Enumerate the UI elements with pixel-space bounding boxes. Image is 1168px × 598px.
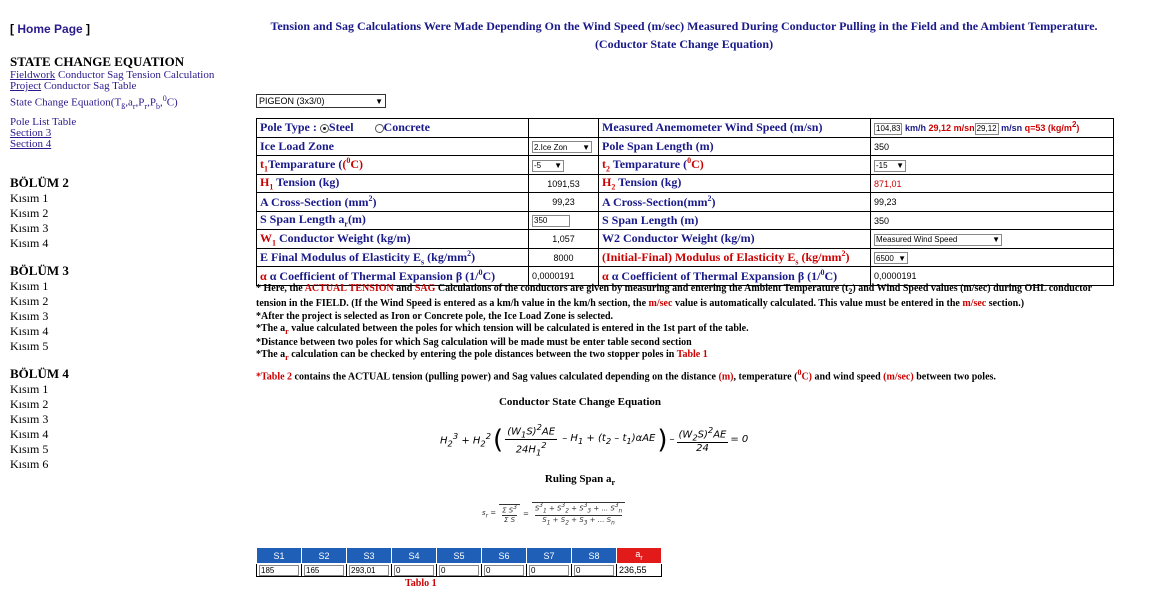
pole-type-cell [257, 119, 529, 138]
state-change-heading: STATE CHANGE EQUATION [10, 54, 185, 69]
span-cell-s1 [257, 564, 302, 577]
table-row [257, 211, 1114, 230]
h1-cell [529, 174, 599, 193]
sidebar-item-kisim-6[interactable]: Kısım 6 [10, 456, 49, 471]
table-row [257, 193, 1114, 212]
group-heading: BÖLÜM 3 [10, 262, 69, 278]
sidebar-item-kisim-1[interactable]: Kısım 1 [10, 381, 49, 396]
chevron-down-icon: ▼ [375, 96, 383, 106]
empty-cell [529, 119, 599, 138]
sidebar-item-kisim-5[interactable]: Kısım 5 [10, 338, 49, 353]
state-change-equation-formula: $H_2^3 + H_2^2$ ( $\frac{(W_1S)^2AE}{24H_1^2}$ – $H_1 + (t_2 - t_1)\alpha AE$ ) – $\frac{(W_2S)^2AE}{24}$ = 0 [440, 422, 749, 458]
a-label-cell: A Cross-Section $(mm^2)$ [257, 193, 529, 212]
span-input-s5[interactable]: 0 [439, 565, 479, 576]
w2-value: Measured Wind Speed [876, 235, 958, 245]
chevron-down-icon: ▼ [898, 253, 906, 263]
span-header-ar: $a_r$ [617, 548, 662, 564]
note-1: * Here, the ACTUAL TENSION and SAG Calculations of the conductors are given by measuring and entering the Ambient Temperature $(t_2)$ and Wind Speed values (m/sec) during OHL conductor tension in the FIELD. (If the Wind Speed is entered as a km/h value in the km/h section, the m/sec value is automatically calculated. This value must be entered in the m/sec section.) [256, 283, 1092, 309]
w2-select[interactable] [874, 234, 1002, 246]
conductor-select-value: PIGEON (3x3/0) [259, 96, 325, 106]
span-header-s1: S1 [257, 548, 302, 564]
span-cell-s5 [437, 564, 482, 577]
sidebar-item-kisim-2[interactable]: Kısım 2 [10, 293, 49, 308]
span-cell-s7 [527, 564, 572, 577]
project-link-word[interactable]: Project [10, 80, 42, 92]
sidebar-item-kisim-4[interactable]: Kısım 4 [10, 323, 49, 338]
chevron-down-icon: ▼ [896, 161, 904, 171]
span-table [256, 547, 662, 577]
span-value-row [257, 564, 662, 577]
pole-type-label: Pole Type : [260, 120, 317, 135]
page-title [255, 17, 1113, 53]
group-heading: BÖLÜM 4 [10, 365, 69, 381]
ice-zone-select[interactable] [532, 141, 592, 153]
span-input-s6[interactable]: 0 [484, 565, 524, 576]
a2-value: 99,23 [874, 197, 897, 208]
span-cell-s3 [347, 564, 392, 577]
table-1-caption: Tablo 1 [405, 578, 437, 589]
t2-label: Temparature ( [612, 157, 688, 172]
pole-span-label: Pole Span Length (m) [599, 137, 871, 156]
h2-label-cell: $H_2$ Tension (kg) [599, 174, 871, 193]
e-value: 8000 [553, 252, 574, 263]
span-input-s2[interactable]: 165 [304, 565, 344, 576]
s2-cell [871, 211, 1114, 230]
span-input-s4[interactable]: 0 [394, 565, 434, 576]
span-header-s3: S3 [347, 548, 392, 564]
home-bracket-close: ] [82, 22, 91, 36]
e2-value: 6500 [876, 253, 894, 263]
steel-radio[interactable] [320, 124, 329, 133]
home-bracket-open: [ [10, 22, 18, 36]
fieldwork-link-rest[interactable]: Conductor Sag Tension Calculation [55, 69, 215, 81]
notes-block [256, 283, 1096, 385]
span-header-s7: S7 [527, 548, 572, 564]
w2-cell [871, 230, 1114, 249]
a2-label: A Cross-Section(mm [602, 194, 708, 209]
chevron-down-icon: ▼ [992, 235, 1000, 245]
wind-ms-unit: m/sn [953, 123, 975, 134]
w1-label: Conductor Weight (kg/m) [279, 230, 411, 245]
s-cell [529, 211, 599, 230]
ice-zone-value: 2.Ice Zon [534, 142, 568, 152]
a2-label-cell: A Cross-$Section(mm^2)$ [599, 193, 871, 212]
note-3: *The $a_r$ value calculated between the poles for which tension will be calculated is entered in the 1st part of the table. [256, 322, 749, 336]
sidebar-item-kisim-3[interactable]: Kısım 3 [10, 308, 49, 323]
table-row [257, 248, 1114, 267]
fieldwork-link-word[interactable]: Fieldwork [10, 69, 56, 81]
span-cell-s8 [572, 564, 617, 577]
alpha-label-cell: α α Coefficient of Thermal Expansion β (1/$^0$C) [257, 267, 529, 286]
e2-label-cell: (Initial-Final) Modulus of Elasticity $E_s$ $(kg/mm^2)$ [599, 248, 871, 267]
w1-cell [529, 230, 599, 249]
e-cell [529, 248, 599, 267]
section-3-link[interactable]: Section 3 [10, 126, 52, 139]
alpha2-value: 0,0000191 [874, 271, 917, 282]
span-input-s3[interactable]: 293,01 [349, 565, 389, 576]
wind-speed-cell: 104,83 km/h 29,12 m/sn 29,12 m/sn q=53 (kg/m2) [871, 119, 1114, 138]
span-header-s8: S8 [572, 548, 617, 564]
span-input-s8[interactable]: 0 [574, 565, 614, 576]
table-row [257, 119, 1114, 138]
home-page-link[interactable] [10, 22, 250, 36]
sidebar-groups [10, 176, 250, 472]
wind-ms-input[interactable]: 29,12 [976, 124, 997, 134]
sidebar-item-kisim-1[interactable]: Kısım 1 [10, 278, 49, 293]
pole-list-table-link[interactable]: Pole List Table [10, 115, 77, 128]
note-2: *After the project is selected as Iron or Concrete pole, the Ice Load Zone is selected. [256, 311, 614, 322]
project-link-rest[interactable]: Conductor Sag Table [41, 80, 137, 92]
chevron-down-icon: ▼ [554, 161, 562, 171]
sidebar-item-kisim-2[interactable]: Kısım 2 [10, 205, 49, 220]
span-header-row [257, 548, 662, 564]
span-input-s7[interactable]: 0 [529, 565, 569, 576]
title-line-2: (Coductor State Change Equation) [594, 37, 774, 51]
calculation-table [256, 118, 1114, 286]
span-header-s2: S2 [302, 548, 347, 564]
concrete-label: Concrete [383, 120, 430, 135]
e-label-cell: E Final Modulus of Elasticity $E_s$ $(kg/mm^2)$ [257, 248, 529, 267]
table-row [257, 174, 1114, 193]
group-heading: BÖLÜM 2 [10, 174, 69, 190]
pole-span-value[interactable]: 350 [874, 141, 890, 152]
ice-zone-cell [529, 137, 599, 156]
e2-cell [871, 248, 1114, 267]
project-sag-table-link[interactable] [10, 81, 250, 92]
t1-label-cell: $t_1Temparature$ (($^0$C) [257, 156, 529, 175]
table-row [257, 230, 1114, 249]
state-change-link-text[interactable]: State Change Equation(T [10, 96, 122, 109]
ruling-span-result: 236,55 [617, 564, 662, 577]
pole-span-cell [871, 137, 1114, 156]
t2-label-cell: $t_2$ Temparature ($^0$C) [599, 156, 871, 175]
t2-value: -15 [876, 161, 888, 171]
w1-label-cell: $W_1$ Conductor Weight (kg/m) [257, 230, 529, 249]
t2-select[interactable] [874, 160, 906, 172]
w2-label: W2 Conductor Weight (kg/m) [599, 230, 871, 249]
h2-label: Tension (kg) [618, 175, 682, 190]
e2-select[interactable] [874, 252, 908, 264]
table-row [257, 156, 1114, 175]
e-label: E Final Modulus of Elasticity E [260, 249, 422, 264]
t1-select[interactable] [532, 160, 564, 172]
wind-kmh-input[interactable]: 104,83 [876, 124, 901, 134]
chevron-down-icon: ▼ [582, 142, 590, 152]
s2-label: S Span Length (m) [599, 211, 871, 230]
conductor-select[interactable] [256, 94, 386, 108]
sidebar-item-kisim-4[interactable]: Kısım 4 [10, 426, 49, 441]
note-6: *Table 2 contains the ACTUAL tension (pulling power) and Sag values calculated depending on the distance (m), temperature ($^0$C) and wind speed (m/sec) between two poles. [256, 368, 996, 383]
s-input[interactable]: 350 [532, 215, 570, 227]
home-link-text[interactable]: Home Page [17, 22, 83, 36]
wind-ms-computed: 29,12 [928, 123, 952, 134]
a-label: A Cross-Section (mm [260, 194, 369, 209]
sidebar-item-kisim-3[interactable]: Kısım 3 [10, 411, 49, 426]
title-line-1: Tension and Sag Calculations Were Made Depending On the Wind Speed (m/sec) Measured During Conductor Pulling in the Field and the Ambient Temperature. [270, 19, 1098, 33]
ruling-span-formula: $s_r$ = $\frac{\Sigma S^3}{\text{Σ S}}$ = $\frac{S^3_1 + S^3_2 + S^3_3 + ... S^3_n}{S_1 + S_2 + S_3 + ... S_n}$ [482, 502, 625, 526]
s2-value: 350 [874, 215, 890, 226]
w1-value: 1,057 [552, 234, 575, 245]
t2-cell [871, 156, 1114, 175]
span-cell-s2 [302, 564, 347, 577]
s-label: S Span Length a [260, 212, 345, 227]
alpha2-label: α Coefficient of Thermal Expansion β (1/ [611, 268, 821, 283]
sidebar-item-kisim-4[interactable]: Kısım 4 [10, 235, 49, 250]
anemometer-label: Measured Anemometer Wind Speed (m/sn) [599, 119, 871, 138]
wind-kmh-unit: km/h [904, 123, 926, 134]
state-equation-title: Conductor State Change Equation [498, 396, 662, 408]
h1-value: 1091,53 [547, 178, 580, 189]
sidebar-item-kisim-2[interactable]: Kısım 2 [10, 396, 49, 411]
h1-label: Tension (kg) [276, 175, 340, 190]
t1-cell [529, 156, 599, 175]
concrete-radio[interactable] [375, 124, 384, 133]
span-cell-s6 [482, 564, 527, 577]
span-input-s1[interactable]: 185 [259, 565, 299, 576]
table-row [257, 137, 1114, 156]
ruling-span-title: Ruling Span $a_r$ [544, 473, 616, 488]
alpha-value: 0,0000191 [532, 271, 575, 282]
steel-label: Steel [328, 120, 354, 135]
note-4: *Distance between two poles for which Sag calculation will be made must be enter table second section [256, 337, 692, 348]
note-5: *The $a_r$ calculation can be checked by entering the pole distances between the two stopper poles in Table 1 [256, 348, 708, 362]
span-cell-s4 [392, 564, 437, 577]
a-cell [529, 193, 599, 212]
h1-label-cell: $H_1$ Tension (kg) [257, 174, 529, 193]
sidebar-item-kisim-5[interactable]: Kısım 5 [10, 441, 49, 456]
ice-zone-label: Ice Load Zone [257, 137, 529, 156]
span-header-s4: S4 [392, 548, 437, 564]
t1-label: Temparature ( [268, 157, 343, 172]
alpha2-label-cell: α α Coefficient of Thermal Expansion β (1/$^0$C) [599, 267, 871, 286]
sidebar-item-kisim-1[interactable]: Kısım 1 [10, 190, 49, 205]
span-header-s5: S5 [437, 548, 482, 564]
section-4-link[interactable]: Section 4 [10, 137, 52, 150]
wind-pressure-q: q=53 (kg/m [1024, 123, 1072, 134]
e2-label: (Initial-Final) Modulus of Elasticity E [602, 249, 796, 264]
wind-ms-unit-2: m/sn [1001, 123, 1023, 134]
span-header-s6: S6 [482, 548, 527, 564]
s-label-cell: S Span Length $a_r(m)$ [257, 211, 529, 230]
alpha-label: α Coefficient of Thermal Expansion β (1/ [269, 268, 479, 283]
t1-value: -5 [534, 161, 542, 171]
h2-cell [871, 174, 1114, 193]
sidebar [10, 22, 250, 472]
a2-cell [871, 193, 1114, 212]
state-change-equation-link[interactable]: State Change $Equation(T_ß,a_r,P_r,P_b,^0C)$ [10, 94, 178, 111]
a-value: 99,23 [552, 197, 575, 208]
h2-value: 871,01 [874, 178, 902, 189]
sidebar-item-kisim-3[interactable]: Kısım 3 [10, 220, 49, 235]
